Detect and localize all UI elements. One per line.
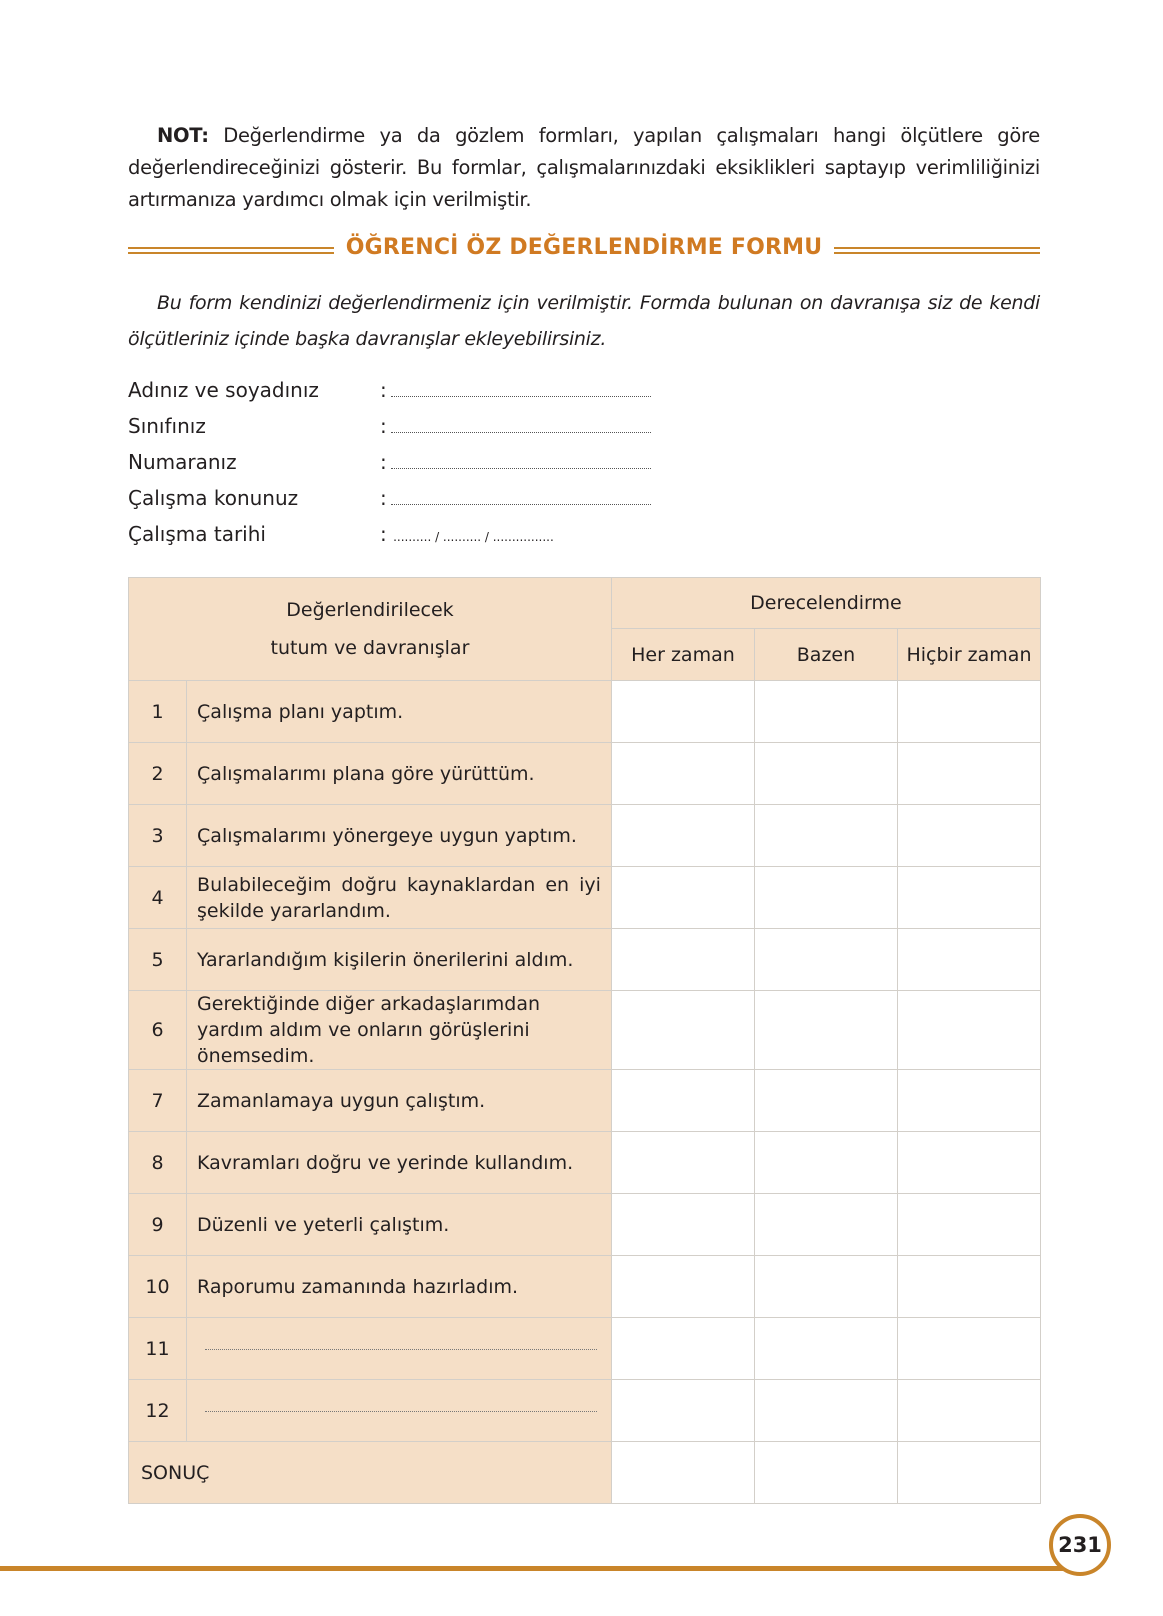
row-behavior: Bulabileceğim doğru kaynaklardan en iyi şekilde yararlandım. bbox=[187, 867, 612, 929]
header-always: Her zaman bbox=[611, 629, 754, 681]
header-rating: Derecelendirme bbox=[611, 578, 1040, 629]
row-behavior: Yararlandığım kişilerin önerilerini aldım. bbox=[187, 929, 612, 991]
cell-never[interactable] bbox=[897, 681, 1040, 743]
dotted-line bbox=[391, 431, 651, 433]
cell-always[interactable] bbox=[611, 743, 754, 805]
dotted-line bbox=[205, 1410, 597, 1412]
cell-never[interactable] bbox=[897, 929, 1040, 991]
field-value bbox=[380, 516, 554, 555]
note-paragraph bbox=[128, 120, 1040, 216]
self-assessment-table bbox=[128, 577, 1041, 1504]
row-number: 6 bbox=[129, 991, 187, 1070]
page-number: 231 bbox=[1049, 1514, 1111, 1576]
date-template: .......... / .......... / ................ bbox=[393, 530, 554, 544]
result-label: SONUÇ bbox=[129, 1442, 612, 1504]
row-behavior: Çalışmalarımı yönergeye uygun yaptım. bbox=[187, 805, 612, 867]
field-colon: : bbox=[380, 414, 387, 438]
field-topic[interactable] bbox=[128, 480, 728, 516]
row-number: 4 bbox=[129, 867, 187, 929]
row-behavior: Raporumu zamanında hazırladım. bbox=[187, 1256, 612, 1318]
form-title-row bbox=[128, 233, 1040, 269]
table-row bbox=[129, 743, 1041, 805]
cell-always[interactable] bbox=[611, 1318, 754, 1380]
field-class[interactable] bbox=[128, 408, 728, 444]
row-behavior: Çalışma planı yaptım. bbox=[187, 681, 612, 743]
result-row bbox=[129, 1442, 1041, 1504]
header-sometimes: Bazen bbox=[754, 629, 897, 681]
header-behaviors bbox=[129, 578, 612, 681]
cell-sometimes[interactable] bbox=[754, 1318, 897, 1380]
header-never: Hiçbir zaman bbox=[897, 629, 1040, 681]
table-row bbox=[129, 1194, 1041, 1256]
dotted-line bbox=[391, 503, 651, 505]
table-row bbox=[129, 929, 1041, 991]
row-behavior: Gerektiğinde diğer arkadaşlarımdan yardım aldım ve onların görüşlerini önemsedim. bbox=[187, 991, 612, 1070]
cell-never[interactable] bbox=[897, 1132, 1040, 1194]
cell-never[interactable] bbox=[897, 867, 1040, 929]
row-behavior-blank[interactable] bbox=[187, 1380, 612, 1442]
row-number: 9 bbox=[129, 1194, 187, 1256]
cell-always[interactable] bbox=[611, 1070, 754, 1132]
cell-sometimes[interactable] bbox=[754, 1442, 897, 1504]
cell-always[interactable] bbox=[611, 929, 754, 991]
cell-sometimes[interactable] bbox=[754, 1194, 897, 1256]
row-behavior: Zamanlamaya uygun çalıştım. bbox=[187, 1070, 612, 1132]
cell-always[interactable] bbox=[611, 681, 754, 743]
cell-always[interactable] bbox=[611, 1194, 754, 1256]
cell-never[interactable] bbox=[897, 743, 1040, 805]
row-number: 5 bbox=[129, 929, 187, 991]
row-number: 2 bbox=[129, 743, 187, 805]
cell-always[interactable] bbox=[611, 867, 754, 929]
table-row bbox=[129, 805, 1041, 867]
table-row bbox=[129, 867, 1041, 929]
cell-sometimes[interactable] bbox=[754, 1070, 897, 1132]
row-number: 7 bbox=[129, 1070, 187, 1132]
cell-sometimes[interactable] bbox=[754, 743, 897, 805]
dotted-line bbox=[391, 395, 651, 397]
cell-never[interactable] bbox=[897, 1318, 1040, 1380]
cell-always[interactable] bbox=[611, 805, 754, 867]
cell-sometimes[interactable] bbox=[754, 1132, 897, 1194]
cell-always[interactable] bbox=[611, 1442, 754, 1504]
row-behavior-blank[interactable] bbox=[187, 1318, 612, 1380]
field-value bbox=[380, 408, 651, 444]
cell-never[interactable] bbox=[897, 1194, 1040, 1256]
field-label: Adınız ve soyadınız bbox=[128, 378, 319, 402]
row-number: 10 bbox=[129, 1256, 187, 1318]
header-behaviors-line2: tutum ve davranışlar bbox=[270, 637, 470, 659]
row-number: 12 bbox=[129, 1380, 187, 1442]
field-label: Numaranız bbox=[128, 450, 237, 474]
table-row bbox=[129, 1132, 1041, 1194]
cell-sometimes[interactable] bbox=[754, 1380, 897, 1442]
row-behavior: Düzenli ve yeterli çalıştım. bbox=[187, 1194, 612, 1256]
table-row bbox=[129, 1380, 1041, 1442]
field-name[interactable] bbox=[128, 372, 728, 408]
note-text: Değerlendirme ya da gözlem formları, yapılan çalışmaları hangi ölçütlere göre değerlendireceğinizi gösterir. Bu formlar, çalışmalarınızdaki eksiklikleri saptayıp verimliliğinizi artırmanıza yardımcı olmak için verilmiştir. bbox=[128, 124, 1040, 211]
note-label: NOT: bbox=[157, 124, 209, 147]
table-row bbox=[129, 991, 1041, 1070]
cell-always[interactable] bbox=[611, 1256, 754, 1318]
dotted-line bbox=[391, 467, 651, 469]
cell-sometimes[interactable] bbox=[754, 805, 897, 867]
field-value bbox=[380, 444, 651, 480]
cell-never[interactable] bbox=[897, 805, 1040, 867]
cell-never[interactable] bbox=[897, 1070, 1040, 1132]
form-title: ÖĞRENCİ ÖZ DEĞERLENDİRME FORMU bbox=[345, 235, 823, 260]
cell-never[interactable] bbox=[897, 1442, 1040, 1504]
cell-sometimes[interactable] bbox=[754, 1256, 897, 1318]
field-colon: : bbox=[380, 486, 387, 510]
field-number[interactable] bbox=[128, 444, 728, 480]
row-number: 11 bbox=[129, 1318, 187, 1380]
table-row bbox=[129, 681, 1041, 743]
field-colon: : bbox=[380, 450, 387, 474]
field-value bbox=[380, 372, 651, 408]
field-label: Çalışma konunuz bbox=[128, 486, 299, 510]
field-colon: : bbox=[380, 522, 387, 546]
header-behaviors-line1: Değerlendirilecek bbox=[286, 599, 454, 621]
cell-sometimes[interactable] bbox=[754, 681, 897, 743]
cell-sometimes[interactable] bbox=[754, 929, 897, 991]
field-date[interactable] bbox=[128, 516, 728, 552]
row-number: 3 bbox=[129, 805, 187, 867]
dotted-line bbox=[205, 1348, 597, 1350]
cell-never[interactable] bbox=[897, 1380, 1040, 1442]
table-row bbox=[129, 1256, 1041, 1318]
row-behavior: Çalışmalarımı plana göre yürüttüm. bbox=[187, 743, 612, 805]
student-info-fields bbox=[128, 372, 728, 552]
cell-always[interactable] bbox=[611, 1380, 754, 1442]
row-number: 8 bbox=[129, 1132, 187, 1194]
cell-sometimes[interactable] bbox=[754, 991, 897, 1070]
row-number: 1 bbox=[129, 681, 187, 743]
cell-never[interactable] bbox=[897, 991, 1040, 1070]
field-label: Sınıfınız bbox=[128, 414, 206, 438]
footer-rule bbox=[0, 1566, 1085, 1571]
intro-paragraph: Bu form kendinizi değerlendirmeniz için verilmiştir. Formda bulunan on davranışa siz de kendi ölçütleriniz içinde başka davranışlar ekleyebilirsiniz. bbox=[128, 292, 1040, 350]
table-row bbox=[129, 1070, 1041, 1132]
cell-sometimes[interactable] bbox=[754, 867, 897, 929]
title-rule-right bbox=[834, 247, 1040, 254]
cell-always[interactable] bbox=[611, 991, 754, 1070]
row-behavior: Kavramları doğru ve yerinde kullandım. bbox=[187, 1132, 612, 1194]
table-row bbox=[129, 1318, 1041, 1380]
field-label: Çalışma tarihi bbox=[128, 522, 266, 546]
cell-never[interactable] bbox=[897, 1256, 1040, 1318]
cell-always[interactable] bbox=[611, 1132, 754, 1194]
field-colon: : bbox=[380, 378, 387, 402]
field-value bbox=[380, 480, 651, 516]
